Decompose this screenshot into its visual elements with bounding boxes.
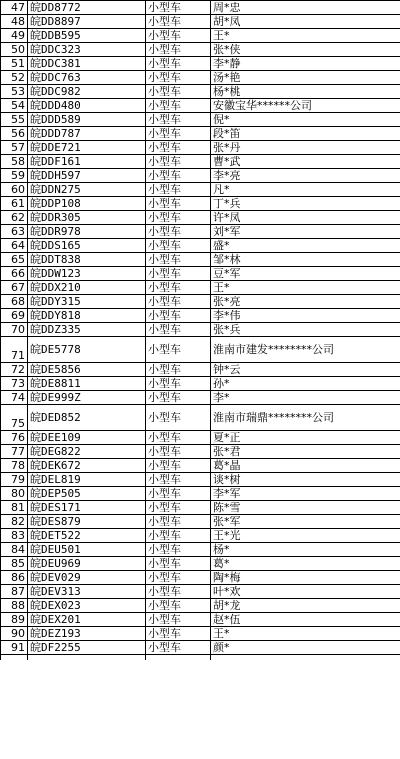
vehicle-type-cell: 小型车 xyxy=(146,29,211,43)
row-number: 78 xyxy=(1,459,28,473)
vehicle-type-cell: 小型车 xyxy=(146,71,211,85)
table-row xyxy=(1,127,400,141)
plate-cell: 皖DEV313 xyxy=(28,585,146,599)
row-number: 84 xyxy=(1,543,28,557)
vehicle-type-cell: 小型车 xyxy=(146,253,211,267)
table-row xyxy=(1,281,400,295)
plate-cell: 皖DDD480 xyxy=(28,99,146,113)
plate-cell: 皖DDH597 xyxy=(28,169,146,183)
owner-cell: 曹*武 xyxy=(211,155,400,169)
vehicle-type-cell: 小型车 xyxy=(146,141,211,155)
row-number: 53 xyxy=(1,85,28,99)
owner-cell: 倪* xyxy=(211,113,400,127)
owner-cell: 张*亮 xyxy=(211,295,400,309)
vehicle-type-cell: 小型车 xyxy=(146,323,211,337)
row-number: 54 xyxy=(1,99,28,113)
plate-cell: 皖DDR305 xyxy=(28,211,146,225)
table-row xyxy=(1,487,400,501)
plate-cell: 皖DEG822 xyxy=(28,445,146,459)
vehicle-type-cell: 小型车 xyxy=(146,599,211,613)
row-number: 68 xyxy=(1,295,28,309)
plate-cell: 皖DDW123 xyxy=(28,267,146,281)
table-body xyxy=(1,1,400,661)
table-row xyxy=(1,155,400,169)
plate-cell: 皖DDC982 xyxy=(28,85,146,99)
vehicle-type-cell: 小型车 xyxy=(146,295,211,309)
plate-cell: 皖DD8897 xyxy=(28,15,146,29)
owner-cell: 胡*龙 xyxy=(211,599,400,613)
plate-cell: 皖DEU501 xyxy=(28,543,146,557)
vehicle-type-cell: 小型车 xyxy=(146,15,211,29)
vehicle-type-cell: 小型车 xyxy=(146,183,211,197)
row-number: 64 xyxy=(1,239,28,253)
vehicle-type-cell: 小型车 xyxy=(146,529,211,543)
row-number: 89 xyxy=(1,613,28,627)
vehicle-type-cell: 小型车 xyxy=(146,85,211,99)
vehicle-type-cell: 小型车 xyxy=(146,405,211,431)
owner-cell: 王* xyxy=(211,29,400,43)
vehicle-type-cell: 小型车 xyxy=(146,239,211,253)
row-number: 88 xyxy=(1,599,28,613)
vehicle-type-cell: 小型车 xyxy=(146,571,211,585)
owner-cell: 张*丹 xyxy=(211,141,400,155)
owner-cell: 杨* xyxy=(211,543,400,557)
owner-cell: 李*军 xyxy=(211,487,400,501)
row-number: 61 xyxy=(1,197,28,211)
owner-cell: 钟*云 xyxy=(211,363,400,377)
row-number: 65 xyxy=(1,253,28,267)
vehicle-type-cell: 小型车 xyxy=(146,557,211,571)
owner-cell: 凡* xyxy=(211,183,400,197)
owner-cell: 孙* xyxy=(211,377,400,391)
table-row xyxy=(1,29,400,43)
table-row xyxy=(1,267,400,281)
vehicle-type-cell: 小型车 xyxy=(146,99,211,113)
row-number: 55 xyxy=(1,113,28,127)
plate-cell: 皖DEX023 xyxy=(28,599,146,613)
row-number: 72 xyxy=(1,363,28,377)
table-row xyxy=(1,85,400,99)
table-row xyxy=(1,337,400,363)
table-row xyxy=(1,515,400,529)
table-row xyxy=(1,239,400,253)
table-row xyxy=(1,1,400,15)
vehicle-type-cell: 小型车 xyxy=(146,445,211,459)
owner-cell: 许*凤 xyxy=(211,211,400,225)
row-number: 56 xyxy=(1,127,28,141)
vehicle-type-cell: 小型车 xyxy=(146,515,211,529)
plate-cell: 皖DDZ335 xyxy=(28,323,146,337)
owner-cell: 丁*兵 xyxy=(211,197,400,211)
owner-cell: 葛*晶 xyxy=(211,459,400,473)
owner-cell: 李* xyxy=(211,391,400,405)
plate-cell: 皖DEV029 xyxy=(28,571,146,585)
plate-cell: 皖DES879 xyxy=(28,515,146,529)
owner-cell: 谈*树 xyxy=(211,473,400,487)
vehicle-type-cell: 小型车 xyxy=(146,127,211,141)
row-number: 82 xyxy=(1,515,28,529)
owner-cell: 陶*梅 xyxy=(211,571,400,585)
table-row xyxy=(1,641,400,655)
table-row xyxy=(1,529,400,543)
owner-cell: 陈*雪 xyxy=(211,501,400,515)
row-number: 58 xyxy=(1,155,28,169)
table-row xyxy=(1,295,400,309)
vehicle-type-cell: 小型车 xyxy=(146,501,211,515)
owner-cell: 李*伟 xyxy=(211,309,400,323)
row-number: 51 xyxy=(1,57,28,71)
owner-cell: 张*军 xyxy=(211,515,400,529)
owner-cell: 葛* xyxy=(211,557,400,571)
owner-cell: 王*光 xyxy=(211,529,400,543)
row-number: 85 xyxy=(1,557,28,571)
plate-cell: 皖DET522 xyxy=(28,529,146,543)
row-number: 74 xyxy=(1,391,28,405)
owner-cell: 王* xyxy=(211,281,400,295)
plate-cell: 皖DDC381 xyxy=(28,57,146,71)
table-row xyxy=(1,585,400,599)
plate-cell: 皖DDY818 xyxy=(28,309,146,323)
plate-cell: 皖DDY315 xyxy=(28,295,146,309)
vehicle-type-cell: 小型车 xyxy=(146,43,211,57)
owner-cell: 邹*林 xyxy=(211,253,400,267)
table-row xyxy=(1,197,400,211)
owner-cell: 张*侠 xyxy=(211,43,400,57)
vehicle-type-cell: 小型车 xyxy=(146,267,211,281)
table-row xyxy=(1,405,400,431)
table-row xyxy=(1,15,400,29)
table-row xyxy=(1,211,400,225)
vehicle-type-cell: 小型车 xyxy=(146,197,211,211)
table-row xyxy=(1,613,400,627)
owner-cell: 夏*正 xyxy=(211,431,400,445)
plate-cell: 皖DDF161 xyxy=(28,155,146,169)
plate-cell: 皖DE8811 xyxy=(28,377,146,391)
row-number: 86 xyxy=(1,571,28,585)
plate-cell: 皖DDX210 xyxy=(28,281,146,295)
row-number: 63 xyxy=(1,225,28,239)
plate-cell: 皖DE999Z xyxy=(28,391,146,405)
plate-cell: 皖DDC323 xyxy=(28,43,146,57)
table-row xyxy=(1,543,400,557)
vehicle-type-cell: 小型车 xyxy=(146,627,211,641)
row-number: 80 xyxy=(1,487,28,501)
table-row xyxy=(1,445,400,459)
vehicle-type-cell: 小型车 xyxy=(146,585,211,599)
table-row xyxy=(1,459,400,473)
vehicle-type-cell: 小型车 xyxy=(146,113,211,127)
owner-cell: 张*兵 xyxy=(211,323,400,337)
plate-cell: 皖DEK672 xyxy=(28,459,146,473)
vehicle-type-cell: 小型车 xyxy=(146,281,211,295)
owner-cell: 胡*凤 xyxy=(211,15,400,29)
owner-cell: 李*亮 xyxy=(211,169,400,183)
empty-cell xyxy=(28,655,146,661)
row-number: 83 xyxy=(1,529,28,543)
owner-cell: 淮南市瑞鼎********公司 xyxy=(211,405,400,431)
plate-cell: 皖DDT838 xyxy=(28,253,146,267)
vehicle-type-cell: 小型车 xyxy=(146,337,211,363)
plate-cell: 皖DES171 xyxy=(28,501,146,515)
table-row xyxy=(1,253,400,267)
row-number: 71 xyxy=(1,337,28,363)
table-row xyxy=(1,225,400,239)
table-row xyxy=(1,391,400,405)
row-number: 52 xyxy=(1,71,28,85)
plate-cell: 皖DDP108 xyxy=(28,197,146,211)
owner-cell: 赵*伍 xyxy=(211,613,400,627)
row-number: 76 xyxy=(1,431,28,445)
vehicle-type-cell: 小型车 xyxy=(146,57,211,71)
row-number: 73 xyxy=(1,377,28,391)
vehicle-type-cell: 小型车 xyxy=(146,431,211,445)
empty-cell xyxy=(211,655,400,661)
table-row xyxy=(1,571,400,585)
vehicle-type-cell: 小型车 xyxy=(146,641,211,655)
table-row xyxy=(1,71,400,85)
plate-cell: 皖DED852 xyxy=(28,405,146,431)
owner-cell: 淮南市建发********公司 xyxy=(211,337,400,363)
table-row xyxy=(1,557,400,571)
row-number: 62 xyxy=(1,211,28,225)
owner-cell: 周*忠 xyxy=(211,1,400,15)
row-number: 90 xyxy=(1,627,28,641)
row-number: 59 xyxy=(1,169,28,183)
table-row xyxy=(1,473,400,487)
row-number: 87 xyxy=(1,585,28,599)
owner-cell: 杨*桃 xyxy=(211,85,400,99)
plate-cell: 皖DD8772 xyxy=(28,1,146,15)
table-row xyxy=(1,113,400,127)
vehicle-type-cell: 小型车 xyxy=(146,169,211,183)
vehicle-type-cell: 小型车 xyxy=(146,225,211,239)
row-number: 57 xyxy=(1,141,28,155)
table-row-partial xyxy=(1,655,400,661)
vehicle-type-cell: 小型车 xyxy=(146,377,211,391)
owner-cell: 王* xyxy=(211,627,400,641)
plate-cell: 皖DF2255 xyxy=(28,641,146,655)
plate-cell: 皖DE5778 xyxy=(28,337,146,363)
row-number: 47 xyxy=(1,1,28,15)
row-number: 69 xyxy=(1,309,28,323)
row-number: 79 xyxy=(1,473,28,487)
vehicle-type-cell: 小型车 xyxy=(146,459,211,473)
table-row xyxy=(1,363,400,377)
vehicle-type-cell: 小型车 xyxy=(146,309,211,323)
plate-cell: 皖DDN275 xyxy=(28,183,146,197)
table-row xyxy=(1,43,400,57)
owner-cell: 张*君 xyxy=(211,445,400,459)
plate-cell: 皖DE5856 xyxy=(28,363,146,377)
plate-cell: 皖DDS165 xyxy=(28,239,146,253)
row-number: 48 xyxy=(1,15,28,29)
plate-cell: 皖DDC763 xyxy=(28,71,146,85)
table-row xyxy=(1,377,400,391)
plate-cell: 皖DEX201 xyxy=(28,613,146,627)
vehicle-type-cell: 小型车 xyxy=(146,155,211,169)
vehicle-type-cell: 小型车 xyxy=(146,487,211,501)
empty-cell xyxy=(146,655,211,661)
plate-cell: 皖DDR978 xyxy=(28,225,146,239)
row-number: 70 xyxy=(1,323,28,337)
row-number: 81 xyxy=(1,501,28,515)
row-number: 77 xyxy=(1,445,28,459)
vehicle-type-cell: 小型车 xyxy=(146,613,211,627)
owner-cell: 段*笛 xyxy=(211,127,400,141)
vehicle-type-cell: 小型车 xyxy=(146,543,211,557)
owner-cell: 刘*军 xyxy=(211,225,400,239)
owner-cell: 颜* xyxy=(211,641,400,655)
table-row xyxy=(1,599,400,613)
plate-cell: 皖DEE109 xyxy=(28,431,146,445)
row-number: 60 xyxy=(1,183,28,197)
table-row xyxy=(1,431,400,445)
plate-cell: 皖DDD589 xyxy=(28,113,146,127)
vehicle-type-cell: 小型车 xyxy=(146,391,211,405)
row-number: 91 xyxy=(1,641,28,655)
owner-cell: 汤*艳 xyxy=(211,71,400,85)
owner-cell: 李*静 xyxy=(211,57,400,71)
vehicle-type-cell: 小型车 xyxy=(146,363,211,377)
plate-cell: 皖DDE721 xyxy=(28,141,146,155)
table-row xyxy=(1,141,400,155)
row-number: 67 xyxy=(1,281,28,295)
plate-cell: 皖DDB595 xyxy=(28,29,146,43)
table-row xyxy=(1,309,400,323)
vehicle-type-cell: 小型车 xyxy=(146,1,211,15)
owner-cell: 叶*欢 xyxy=(211,585,400,599)
table-row xyxy=(1,323,400,337)
plate-cell: 皖DEL819 xyxy=(28,473,146,487)
plate-cell: 皖DEP505 xyxy=(28,487,146,501)
owner-cell: 安徽宝华******公司 xyxy=(211,99,400,113)
table-row xyxy=(1,57,400,71)
owner-cell: 盛* xyxy=(211,239,400,253)
vehicle-type-cell: 小型车 xyxy=(146,211,211,225)
table-row xyxy=(1,627,400,641)
plate-cell: 皖DEZ193 xyxy=(28,627,146,641)
table-row xyxy=(1,501,400,515)
empty-cell xyxy=(1,655,28,661)
table-row xyxy=(1,169,400,183)
plate-cell: 皖DEU969 xyxy=(28,557,146,571)
plate-cell: 皖DDD787 xyxy=(28,127,146,141)
vehicle-type-cell: 小型车 xyxy=(146,473,211,487)
row-number: 50 xyxy=(1,43,28,57)
table-row xyxy=(1,99,400,113)
table-row xyxy=(1,183,400,197)
row-number: 75 xyxy=(1,405,28,431)
row-number: 49 xyxy=(1,29,28,43)
owner-cell: 豆*军 xyxy=(211,267,400,281)
row-number: 66 xyxy=(1,267,28,281)
